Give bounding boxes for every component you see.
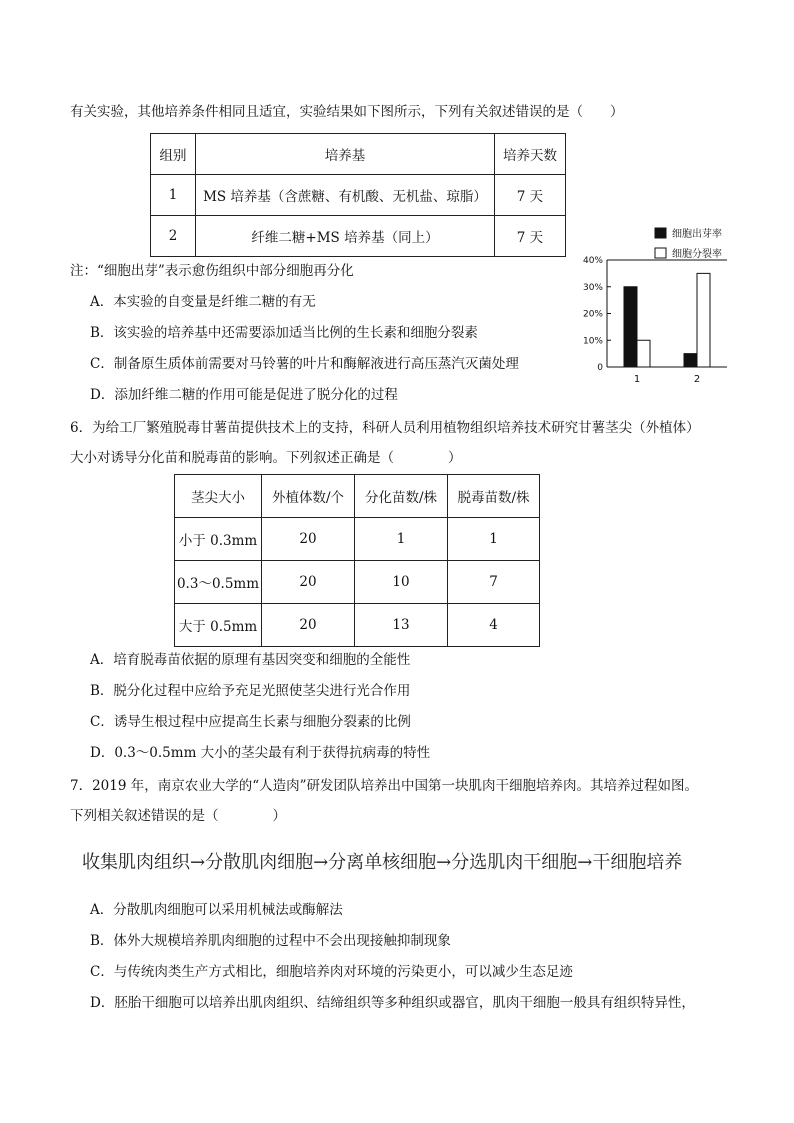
table-cell: 1 [151,175,196,216]
table-cell: 7 天 [495,216,566,257]
table-cell: 纤维二糖+MS 培养基（同上） [196,216,495,257]
table-cell: 4 [448,604,540,647]
table-header-row [151,134,566,175]
q7-option-a: A．分散肌肉细胞可以采用机械法或酶解法 [90,902,343,918]
q6-option-b: B．脱分化过程中应给予充足光照使茎尖进行光合作用 [90,683,411,699]
table-cell: 大于 0.5mm [175,604,262,647]
y-tick-label: 40% [582,256,603,266]
table-cell: 7 [448,561,540,604]
header-cell: 培养基 [196,134,495,175]
table-cell: MS 培养基（含蔗糖、有机酸、无机盐、琼脂） [196,175,495,216]
q7-option-b: B．体外大规模培养肌肉细胞的过程中不会出现接触抑制现象 [90,933,451,949]
header-cell: 分化苗数/株 [355,475,448,518]
header-cell: 培养天数 [495,134,566,175]
q5-table [150,133,566,257]
y-tick-label: 30% [582,282,603,293]
table-cell: 小于 0.3mm [175,518,262,561]
table-cell: 10 [355,561,448,604]
table-cell: 20 [262,604,355,647]
q6-option-a: A．培育脱毒苗依据的原理有基因突变和细胞的全能性 [90,652,411,668]
q5-option-a: A．本实验的自变量是纤维二糖的有无 [90,294,316,310]
header-cell: 组别 [151,134,196,175]
legend-swatch [655,248,666,258]
q7-stem-line2: 下列相关叙述错误的是（ ） [70,808,286,824]
header-cell: 脱毒苗数/株 [448,475,540,518]
q5-note: 注：“细胞出芽”表示愈伤组织中部分细胞再分化 [70,263,354,279]
q6-stem-line1: 6．为给工厂繁殖脱毒甘薯苗提供技术上的支持，科研人员利用植物组织培养技术研究甘薯茎尖（外植体） [70,420,700,436]
bar [697,273,710,367]
x-tick-label: 2 [693,374,701,385]
table-cell: 13 [355,604,448,647]
q7-stem-line1: 7．2019 年，南京农业大学的“人造肉”研发团队培养出中国第一块肌肉干细胞培养肉。其培养过程如图。 [70,778,699,794]
table-header-row [175,475,540,518]
table-row [151,175,566,216]
table-row [151,216,566,257]
table-row [175,561,540,604]
table-cell: 1 [448,518,540,561]
table-cell: 2 [151,216,196,257]
table-row [175,518,540,561]
x-tick-label: 1 [633,374,641,385]
table-cell: 1 [355,518,448,561]
q5-option-d: D．添加纤维二糖的作用可能是促进了脱分化的过程 [90,387,398,403]
q5-option-c: C．制备原生质体前需要对马铃薯的叶片和酶解液进行高压蒸汽灭菌处理 [90,356,519,372]
q7-option-c: C．与传统肉类生产方式相比，细胞培养肉对环境的污染更小，可以减少生态足迹 [90,964,573,980]
table-cell: 0.3～0.5mm [175,561,262,604]
legend-label: 细胞分裂率 [672,249,722,260]
header-cell: 外植体数/个 [262,475,355,518]
header-cell: 茎尖大小 [175,475,262,518]
q7-option-d: D．胚胎干细胞可以培养出肌肉组织、结缔组织等多种组织或器官，肌肉干细胞一般具有组织特异性， [90,995,695,1011]
q5-option-b: B．该实验的培养基中还需要添加适当比例的生长素和细胞分裂素 [90,325,478,341]
y-tick-label: 20% [582,309,603,320]
bar-chart [575,222,745,392]
bar [684,354,697,367]
table-cell: 20 [262,518,355,561]
y-tick-label: 0 [597,363,603,373]
q6-table [174,474,540,647]
q5-stem: 有关实验，其他培养条件相同且适宜，实验结果如下图所示，下列有关叙述错误的是（ ） [70,104,624,120]
q6-option-d: D．0.3～0.5mm 大小的茎尖最有利于获得抗病毒的特性 [90,745,431,761]
table-row [175,604,540,647]
bar [637,340,650,367]
table-cell: 20 [262,561,355,604]
bar [624,287,637,367]
q6-option-c: C．诱导生根过程中应提高生长素与细胞分裂素的比例 [90,714,411,730]
legend-label: 细胞出芽率 [672,229,722,240]
process-flow: 收集肌肉组织→分散肌肉细胞→分离单核细胞→分选肌肉干细胞→干细胞培养 [82,852,683,873]
legend-swatch [655,228,666,238]
table-cell: 7 天 [495,175,566,216]
y-tick-label: 10% [582,336,603,347]
q6-stem-line2: 大小对诱导分化苗和脱毒苗的影响。下列叙述正确是（ ） [70,450,462,466]
